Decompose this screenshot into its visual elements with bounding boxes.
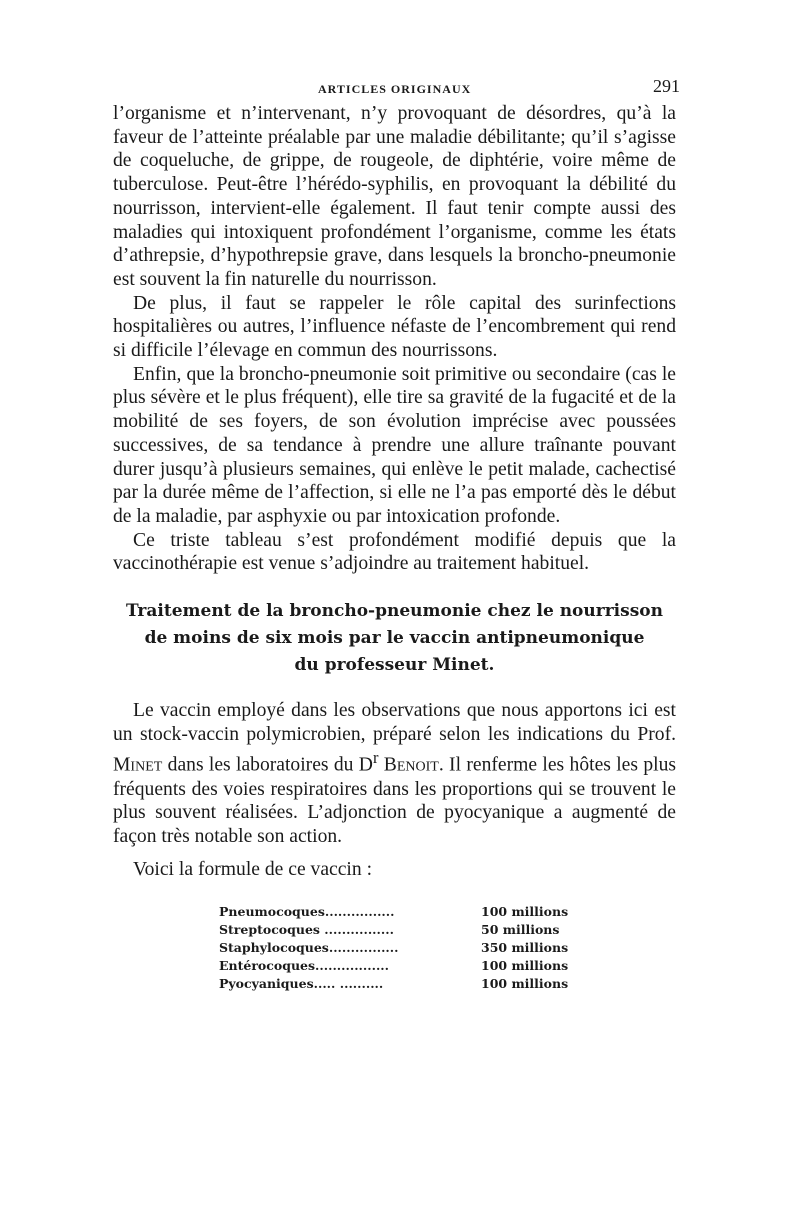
paragraph-2: De plus, il faut se rappeler le rôle capital des surinfections hospitalières ou autres, l’influence néfaste de l’encombrement qui rend si difficile l’élevage en commun des nourrissons. bbox=[113, 292, 676, 362]
section-title-line-3: du professeur Minet. bbox=[294, 655, 495, 676]
paragraph-4: Ce triste tableau s’est profondément modifié depuis que la vaccinothérapie est venue s’adjoindre au traitement habituel. bbox=[113, 529, 676, 575]
formula-name: Staphylocoques................ bbox=[219, 939, 399, 955]
formula-name: Pneumocoques................ bbox=[219, 903, 395, 919]
vaccine-formula-table bbox=[219, 903, 568, 993]
formula-quantity: 100 millions bbox=[481, 903, 569, 919]
paragraph-5 bbox=[113, 699, 676, 849]
table-row bbox=[219, 903, 568, 921]
table-row bbox=[219, 939, 568, 957]
table-row bbox=[219, 957, 568, 975]
page-header bbox=[113, 72, 680, 102]
page-number: 291 bbox=[653, 76, 680, 96]
running-title: ARTICLES ORIGINAUX bbox=[318, 82, 472, 96]
paragraph-6: Voici la formule de ce vaccin : bbox=[133, 858, 373, 880]
author-benoit: Benoit bbox=[383, 755, 439, 776]
paragraph-5-part-a: Le vaccin employé dans les observations que nous apportons ici est un stock-vaccin polymicrobien, préparé selon les indications du Prof. bbox=[113, 700, 676, 745]
paragraph-5-part-b: dans les laboratoires du D bbox=[162, 755, 373, 776]
formula-quantity: 100 millions bbox=[481, 957, 569, 973]
section-title-line-2: de moins de six mois par le vaccin antipneumonique bbox=[144, 628, 645, 649]
formula-quantity: 50 millions bbox=[481, 921, 560, 937]
paragraph-1: l’organisme et n’intervenant, n’y provoquant de désordres, qu’à la faveur de l’atteinte préalable par une maladie débilitante; qu’il s’agisse de coqueluche, de grippe, de rougeole, de diphtérie, voire même de tuberculose. Peut-être l’hérédo-syphilis, en provoquant la débilité du nourrisson, intervient-elle également. Il faut tenir compte aussi des maladies qui intoxiquent profondément l’organisme, comme les états d’athrepsie, d’hypothrepsie grave, dans lesquels la broncho-pneumonie est souvent la fin naturelle du nourrisson. bbox=[113, 103, 676, 290]
section-title bbox=[113, 598, 676, 679]
formula-quantity: 350 millions bbox=[481, 939, 569, 955]
formula-name: Entérocoques................. bbox=[219, 957, 390, 973]
formula-name: Streptocoques ................ bbox=[219, 921, 394, 937]
section-title-line-1: Traitement de la broncho-pneumonie chez le nourrisson bbox=[126, 601, 663, 622]
table-row bbox=[219, 975, 568, 993]
page bbox=[113, 72, 680, 993]
author-minet: Minet bbox=[113, 755, 163, 776]
formula-quantity: 100 millions bbox=[481, 975, 569, 991]
table-row bbox=[219, 921, 568, 939]
paragraph-5-part-d: . Il renferme les hôtes les plus fréquents des voies respiratoires dans les proportions qui se trouvent le plus souvent réalisées. L’adjonction de pyocyanique a augmenté de façon très notable son action. bbox=[113, 755, 677, 848]
paragraph-3: Enfin, que la broncho-pneumonie soit primitive ou secondaire (cas le plus sévère et le plus fréquent), elle tire sa gravité de la fugacité et de la mobilité de ses foyers, de son évolution imprécise avec poussées successives, de sa tendance à prendre une allure traînante pouvant durer jusqu’à plusieurs semaines, qui enlève le petit malade, cachectisé par la durée même de l’affection, si elle ne l’a pas emporté dès le début de la maladie, par asphyxie ou par intoxication profonde. bbox=[113, 363, 676, 527]
doctor-superscript: r bbox=[372, 748, 379, 768]
formula-name: Pyocyaniques..... .......... bbox=[219, 975, 384, 991]
